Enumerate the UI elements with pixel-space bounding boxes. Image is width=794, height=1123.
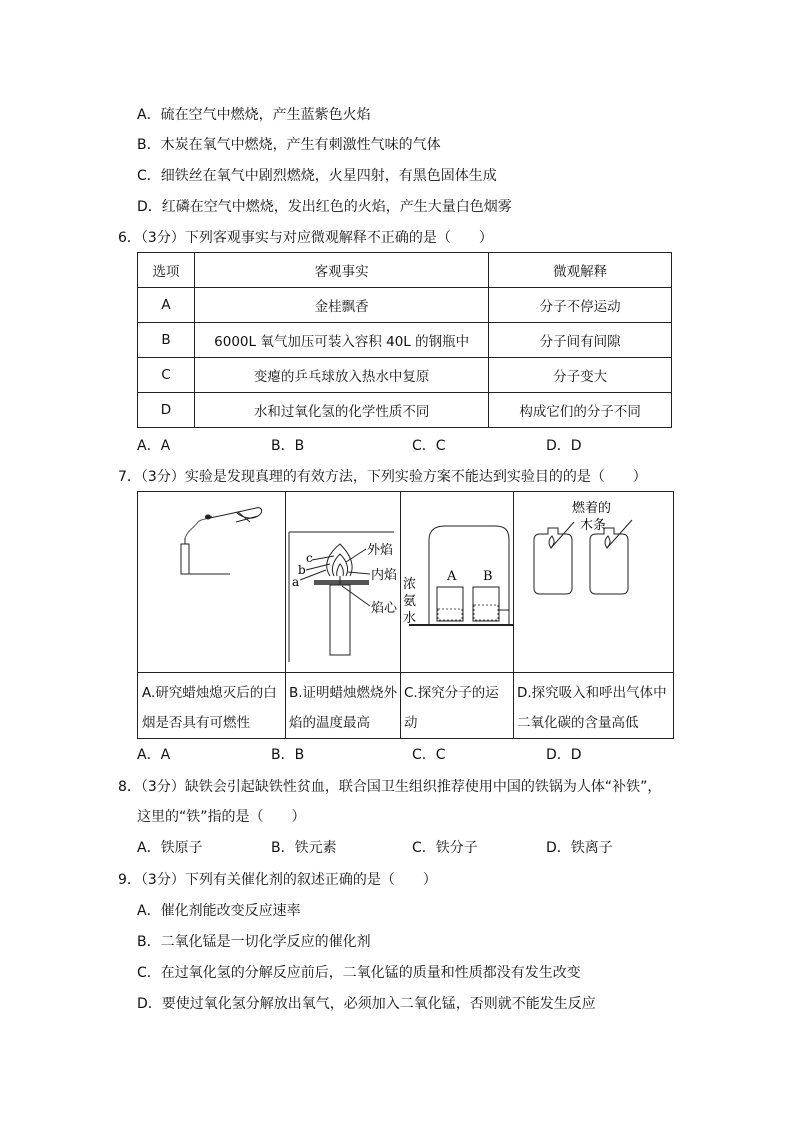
- q5-option-d: D．红磷在空气中燃烧，发出红色的火焰，产生大量白色烟雾: [137, 199, 512, 215]
- q5-option-b: B．木炭在氧气中燃烧，产生有刺激性气味的气体: [137, 137, 441, 153]
- q8-answer-c: C．铁分子: [412, 840, 478, 856]
- q8-stem-line2: 这里的“铁”指的是（ ）: [137, 809, 306, 825]
- q5-option-a: A．硫在空气中燃烧，产生蓝紫色火焰: [137, 107, 371, 123]
- candle-flame-figure: [286, 492, 400, 672]
- table-cell: A: [138, 288, 195, 323]
- divider: [138, 672, 673, 673]
- table-cell: B: [138, 323, 195, 358]
- q7-answers: [0, 746, 794, 764]
- label-beaker-a: A: [447, 569, 457, 584]
- table-header-cell: 客观事实: [194, 253, 488, 288]
- label-flame-core: 焰心: [371, 601, 398, 616]
- molecule-motion-figure: [401, 492, 513, 672]
- table-cell: 金桂飘香: [194, 288, 488, 323]
- table-header-row: [138, 253, 672, 288]
- q6-answer-c: C．C: [412, 438, 446, 454]
- table-cell: 分子间有间隙: [489, 323, 672, 358]
- q7-caption-d: D.探究吸入和呼出气体中二氧化碳的含量高低: [517, 685, 667, 731]
- q7-caption-a: A.研究蜡烛熄灭后的白烟是否具有可燃性: [142, 685, 277, 731]
- q9-option-b: B．二氧化锰是一切化学反应的催化剂: [137, 934, 371, 950]
- q7-answer-c: C．C: [412, 747, 446, 763]
- q6-answer-d: D．D: [546, 438, 582, 454]
- q9-option-a: A．催化剂能改变反应速率: [137, 903, 301, 919]
- table-cell: 6000L 氧气加压可装入容积 40L 的钢瓶中: [194, 323, 488, 358]
- label-b: b: [298, 563, 306, 577]
- q6-stem: 6．（3分）下列客观事实与对应微观解释不正确的是（ ）: [118, 230, 493, 246]
- table-row: [138, 358, 672, 393]
- q7-answer-b: B．B: [271, 747, 305, 763]
- q7-caption-b: B.证明蜡烛燃烧外焰的温度最高: [289, 685, 398, 731]
- table-row: [138, 288, 672, 323]
- q8-answer-b: B．铁元素: [271, 840, 337, 856]
- q8-answer-a: A．铁原子: [137, 840, 203, 856]
- table-cell: 分子不停运动: [489, 288, 672, 323]
- q7-caption-c: C.探究分子的运动: [404, 685, 499, 731]
- q9-stem: 9．（3分）下列有关催化剂的叙述正确的是（ ）: [118, 872, 437, 888]
- label-outer-flame: 外焰: [367, 543, 394, 558]
- q8-answers: [0, 839, 794, 857]
- q7-answer-d: D．D: [546, 747, 582, 763]
- table-header-cell: 选项: [138, 253, 195, 288]
- gas-bottles-figure: [514, 492, 674, 672]
- q8-answer-d: D．铁离子: [546, 840, 613, 856]
- table-cell: 分子变大: [489, 358, 672, 393]
- q8-stem-line1: 8．（3分）缺铁会引起缺铁性贫血，联合国卫生组织推荐使用中国的铁锅为人体“补铁”，: [118, 779, 662, 795]
- q7-answer-a: A．A: [137, 747, 171, 763]
- q6-answer-a: A．A: [137, 438, 171, 454]
- label-inner-flame: 内焰: [371, 568, 398, 583]
- label-beaker-b: B: [483, 569, 493, 584]
- label-burning-stick-line2: 木条: [580, 518, 607, 533]
- label-a: a: [292, 575, 300, 589]
- q6-answers: [0, 437, 794, 455]
- label-c: c: [306, 551, 313, 565]
- q6-table: [137, 252, 672, 428]
- q7-figure-grid: [137, 491, 674, 739]
- table-cell: C: [138, 358, 195, 393]
- label-burning-stick-line1: 燃着的: [572, 501, 612, 516]
- q7-stem: 7．（3分）实验是发现真理的有效方法，下列实验方案不能达到实验目的的是（ ）: [118, 469, 647, 485]
- candle-smoke-figure: [138, 492, 285, 672]
- q5-option-c: C．细铁丝在氧气中剧烈燃烧，火星四射，有黑色固体生成: [137, 168, 497, 184]
- table-cell: 水和过氧化氢的化学性质不同: [194, 393, 488, 428]
- table-cell: D: [138, 393, 195, 428]
- label-ammonia: 浓 氨 水: [403, 577, 417, 626]
- table-row: [138, 323, 672, 358]
- table-row: [138, 393, 672, 428]
- q9-option-c: C．在过氧化氢的分解反应前后，二氧化锰的质量和性质都没有发生改变: [137, 965, 581, 981]
- table-cell: 变瘪的乒乓球放入热水中复原: [194, 358, 488, 393]
- q6-answer-b: B．B: [271, 438, 305, 454]
- table-cell: 构成它们的分子不同: [489, 393, 672, 428]
- q9-option-d: D．要使过氧化氢分解放出氧气，必须加入二氧化锰，否则就不能发生反应: [137, 996, 596, 1012]
- table-header-cell: 微观解释: [489, 253, 672, 288]
